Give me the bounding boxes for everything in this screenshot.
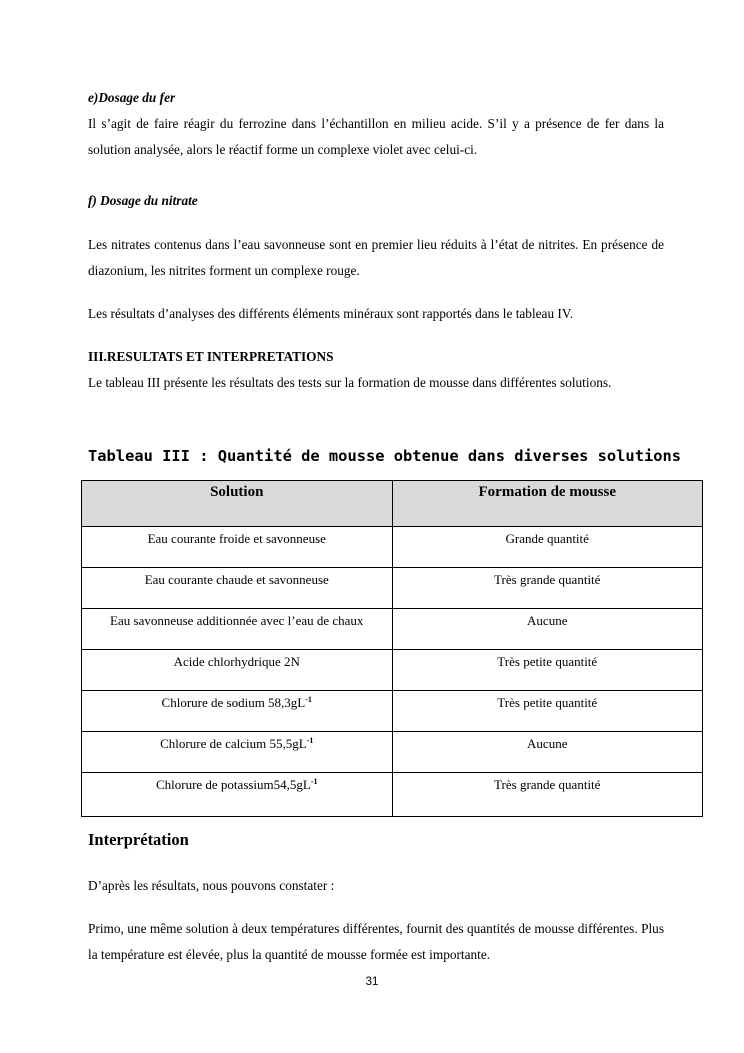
section-e-heading: e)Dosage du fer <box>88 90 176 105</box>
interpretation-paragraph-1: Primo, une même solution à deux températures différentes, fournit des quantités de mousse différentes. Plus la température est élevée, plus la quantité de mousse formée est importante. <box>88 921 664 962</box>
table-row <box>82 650 703 691</box>
cell-solution: Chlorure de calcium $55,5gL^{-1}$ <box>82 732 393 773</box>
interpretation-intro: D’après les résultats, nous pouvons constater : <box>88 878 335 893</box>
cell-result: Très petite quantité <box>392 650 703 691</box>
cell-solution: Acide chlorhydrique 2N <box>82 650 393 691</box>
page-number: 31 <box>365 976 379 988</box>
table-header-row <box>82 481 703 527</box>
cell-solution: Eau courante chaude et savonneuse <box>82 568 393 609</box>
table-row <box>82 568 703 609</box>
interpretation-heading: Interprétation <box>88 830 189 849</box>
header-solution: Solution <box>82 481 393 527</box>
table-caption: Tableau III : Quantité de mousse obtenue dans diverses solutions <box>88 447 682 465</box>
cell-solution: Eau savonneuse additionnée avec l’eau de chaux <box>82 609 393 650</box>
cell-result: Aucune <box>392 732 703 773</box>
cell-result: Très grande quantité <box>392 568 703 609</box>
cell-solution: Chlorure de $potassium54,5gL^{-1}$ <box>82 773 393 817</box>
table-row <box>82 691 703 732</box>
section-iii-paragraph: Le tableau III présente les résultats des tests sur la formation de mousse dans différentes solutions. <box>88 375 612 390</box>
cell-solution: Chlorure de sodium $58,3gL^{-1}$ <box>82 691 393 732</box>
table-row <box>82 527 703 568</box>
section-f-heading: f) Dosage du nitrate <box>88 193 198 208</box>
cell-result: Grande quantité <box>392 527 703 568</box>
results-reference-paragraph: Les résultats d’analyses des différents éléments minéraux sont rapportés dans le tableau IV. <box>88 306 574 321</box>
cell-result: Très grande quantité <box>392 773 703 817</box>
section-f-paragraph: Les nitrates contenus dans l’eau savonneuse sont en premier lieu réduits à l’état de nitrites. En présence de diazonium, les nitrites forment un complexe rouge. <box>88 237 664 278</box>
table-row <box>82 732 703 773</box>
section-e-paragraph: Il s’agit de faire réagir du ferrozine dans l’échantillon en milieu acide. S’il y a présence de fer dans la solution analysée, alors le réactif forme un complexe violet avec celui-ci. <box>88 116 664 157</box>
section-iii-heading: III.RESULTATS ET INTERPRETATIONS <box>88 349 334 364</box>
cell-solution: Eau courante froide et savonneuse <box>82 527 393 568</box>
header-foam-formation: Formation de mousse <box>392 481 703 527</box>
cell-result: Aucune <box>392 609 703 650</box>
foam-results-table <box>81 480 703 817</box>
cell-result: Très petite quantité <box>392 691 703 732</box>
table-row <box>82 773 703 817</box>
table-row <box>82 609 703 650</box>
